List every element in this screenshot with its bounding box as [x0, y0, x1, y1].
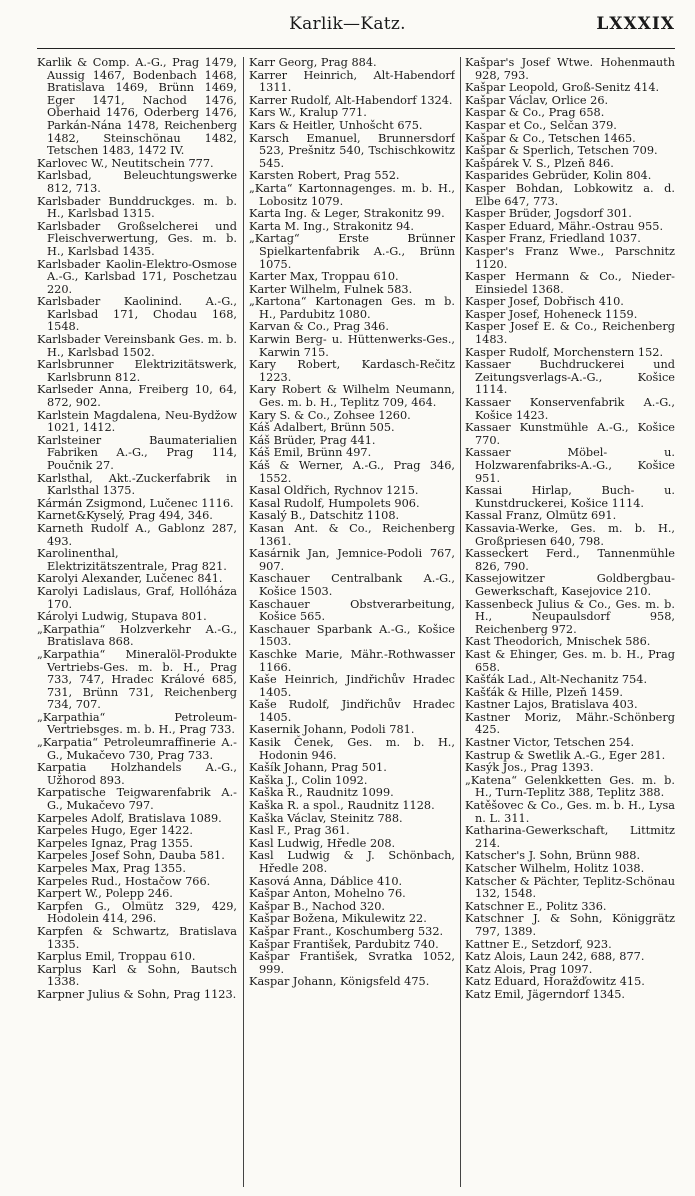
directory-entry: Katz Eduard, Horažďowitz 415. [465, 975, 645, 989]
directory-entry: Kary S. & Co., Zohsee 1260. [249, 408, 411, 422]
directory-entry: Kasper Brüder, Jogsdorf 301. [465, 207, 632, 221]
directory-entry: Kaspar et Co., Selčan 379. [465, 118, 617, 132]
page-number: LXXXIX [596, 14, 675, 34]
directory-entry: Kasal Oldřich, Rychnov 1215. [249, 484, 419, 498]
directory-entry: Kašpar Leopold, Groß-Senitz 414. [465, 81, 660, 95]
directory-entry: Kassenbeck Julius & Co., Ges. m. b. H., Neupaulsdorf 958, Reichenberg 972. [465, 597, 675, 636]
column-divider [460, 57, 461, 1187]
directory-entry: Karwin Berg- u. Hüttenwerks-Ges., Karwin 715. [249, 333, 455, 359]
directory-entry: Kassavia-Werke, Ges. m. b. H., Großpriesen 640, 798. [465, 521, 675, 548]
directory-entry: Kasl F., Prag 361. [249, 824, 350, 838]
directory-entry: Kaspar Johann, Königsfeld 475. [249, 975, 430, 989]
directory-entry: Karlsbader Kaolin-Elektro-Osmose A.-G., Karlsbad 171, Poschetzau 220. [37, 257, 237, 296]
directory-entry: Karvan & Co., Prag 346. [249, 320, 389, 334]
directory-entry: Karpatia Holzhandels A.-G., Užhorod 893. [37, 761, 237, 787]
directory-entry: Karter Wilhelm, Fulnek 583. [249, 282, 413, 296]
directory-entry: Kaška J., Colin 1092. [249, 773, 368, 787]
directory-entry: Kast & Ehinger, Ges. m. b. H., Prag 658. [465, 647, 675, 674]
directory-entry: Karplus Karl & Sohn, Bautsch 1338. [37, 962, 237, 989]
directory-entry: „Katena“ Gelenkketten Ges. m. b. H., Turn-Teplitz 388, Teplitz 388. [465, 773, 675, 800]
directory-entry: Karolyi Ladislaus, Graf, Hollóháza 170. [37, 584, 237, 611]
directory-entry: Karlsbader Bunddruckges. m. b. H., Karlsbad 1315. [37, 194, 237, 221]
directory-entry: Kaška Václav, Steinitz 788. [249, 811, 403, 825]
directory-entry: Karlsbader Großselcherei und Fleischverwertung, Ges. m. b. H., Karlsbad 1435. [37, 219, 237, 258]
directory-entry: Karlsteiner Baumaterialien Fabriken A.-G., Prag 114, Poučnik 27. [37, 433, 237, 472]
directory-entry: Karr Georg, Prag 884. [249, 57, 377, 69]
directory-entry: Kasparides Gebrüder, Kolin 804. [465, 169, 652, 183]
directory-entry: Kastrup & Swetlik A.-G., Eger 281. [465, 748, 666, 762]
directory-entry: Kasper Bohdan, Lobkowitz a. d. Elbe 647, 773. [465, 181, 675, 208]
directory-entry: Kašpar František, Svratka 1052, 999. [249, 950, 455, 976]
directory-entry: „Karta“ Kartonnagenges. m. b. H., Lobositz 1079. [249, 181, 455, 208]
directory-entry: Karter Max, Troppau 610. [249, 270, 399, 284]
directory-entry: Karnet&Kyselý, Prag 494, 346. [37, 509, 213, 523]
directory-entry: Katscher Wilhelm, Holitz 1038. [465, 862, 645, 875]
directory-entry: Kasal Rudolf, Humpolets 906. [249, 496, 420, 510]
directory-entry: Kašpar Václav, Orlice 26. [465, 93, 609, 107]
directory-entry: „Karpathia“ Holzverkehr A.-G., Bratislava 868. [37, 622, 237, 649]
directory-entry: Karlseder Anna, Freiberg 10, 64, 872, 902. [37, 383, 237, 410]
directory-entry: Karpfen & Schwartz, Bratislava 1335. [37, 924, 237, 951]
directory-entry: Katz Alois, Prag 1097. [465, 962, 593, 976]
directory-entry: „Kartag“ Erste Brünner Spielkartenfabrik A.-G., Brünn 1075. [249, 232, 455, 271]
directory-entry: Kattner E., Setzdorf, 923. [465, 937, 612, 951]
directory-entry: Karpert W., Polepp 246. [37, 887, 173, 901]
directory-entry: Kasan Ant. & Co., Reichenberg 1361. [249, 521, 455, 548]
directory-entry: Kašpar Frant., Koschumberg 532. [249, 924, 444, 938]
directory-entry: Kary Robert & Wilhelm Neumann, Ges. m. b. H., Teplitz 709, 464. [249, 383, 455, 410]
directory-entry: Kaše Rudolf, Jindřichův Hradec 1405. [249, 698, 455, 724]
directory-entry: Kasper's Franz Wwe., Parschnitz 1120. [465, 244, 675, 271]
directory-entry: Karlsthal, Akt.-Zuckerfabrik in Karlsthal 1375. [37, 471, 237, 498]
directory-entry: Kasl Ludwig, Hředle 208. [249, 836, 396, 850]
directory-entry: Karpatische Teigwarenfabrik A.-G., Mukačevo 797. [37, 786, 237, 813]
directory-entry: Karlsbrunner Elektrizitätswerk, Karlsbrunn 812. [37, 358, 237, 384]
directory-entry: Kastner Moriz, Mähr.-Schönberg 425. [465, 710, 675, 737]
directory-entry: Karta M. Ing., Strakonitz 94. [249, 219, 414, 233]
directory-entry: Karplus Emil, Troppau 610. [37, 950, 196, 964]
directory-entry: Karlsbad, Beleuchtungswerke 812, 713. [37, 169, 237, 195]
directory-entry: Kašpar's Josef Wtwe. Hohenmauth 928, 793. [465, 57, 675, 82]
column-3 [465, 57, 675, 1187]
directory-entry: Káš & Werner, A.-G., Prag 346, 1552. [249, 459, 455, 485]
directory-entry: Kaspar & Co., Prag 658. [465, 106, 605, 120]
page-title: Karlik—Katz. [289, 14, 406, 34]
directory-entry: Kasper Franz, Friedland 1037. [465, 232, 641, 246]
directory-entry: Kašpar Anton, Mohelno 76. [249, 887, 406, 901]
directory-entry: Kaschauer Sparbank A.-G., Košice 1503. [249, 622, 455, 649]
directory-entry: Kasper Rudolf, Morchenstern 152. [465, 345, 664, 359]
directory-entry: Karpeles Hugo, Eger 1422. [37, 824, 194, 838]
directory-entry: Kasper Josef E. & Co., Reichenberg 1483. [465, 320, 675, 347]
directory-entry: Katz Emil, Jägerndorf 1345. [465, 987, 626, 1001]
directory-entry: Káš Brüder, Prag 441. [249, 433, 376, 447]
directory-entry: Kasseckert Ferd., Tannenmühle 826, 790. [465, 547, 675, 573]
directory-entry: Karpner Julius & Sohn, Prag 1123. [37, 987, 237, 1001]
directory-entry: Karlsbader Vereinsbank Ges. m. b. H., Karlsbad 1502. [37, 333, 237, 359]
directory-entry: Kašťák Lad., Alt-Nechanitz 754. [465, 673, 648, 687]
directory-entry: Kaschke Marie, Mähr.-Rothwasser 1166. [249, 647, 455, 674]
directory-entry: Kasik Čenek, Ges. m. b. H., Hodonin 946. [249, 736, 455, 762]
directory-columns [37, 57, 675, 1187]
directory-entry: Kaška R. a spol., Raudnitz 1128. [249, 799, 435, 813]
directory-entry: Kármán Zsigmond, Lučenec 1116. [37, 496, 234, 510]
directory-entry: „Kartona“ Kartonagen Ges. m b. H., Pardubitz 1080. [249, 295, 455, 321]
directory-entry: Kassal Franz, Olmütz 691. [465, 509, 617, 523]
directory-entry: Kars W., Kralup 771. [249, 106, 367, 120]
directory-entry: Karpeles Max, Prag 1355. [37, 862, 186, 875]
directory-entry: Kašpárek V. S., Plzeň 846. [465, 156, 614, 170]
directory-entry: Kaschauer Obstverarbeitung, Košice 565. [249, 597, 455, 624]
directory-entry: Karlik & Comp. A.-G., Prag 1479, Aussig 1467, Bodenbach 1468, Bratislava 1469, Brünn 1469, Eger 1471, Nachod 1476, Oberhaid 1476, Oderberg 1476, Parkán-Nána 1478, Reichenberg 1482, Steinschönau 1482, Tetschen 1483, 1472 IV. [37, 57, 237, 158]
directory-entry: Karsch Emanuel, Brunnersdorf 523, Prešnitz 540, Tschischkowitz 545. [249, 131, 455, 170]
directory-entry: Karlsbader Kaolinind. A.-G., Karlsbad 171, Chodau 168, 1548. [37, 295, 237, 334]
directory-entry: Karlovec W., Neutitschein 777. [37, 156, 214, 170]
directory-entry: Kasl Ludwig & J. Schönbach, Hředle 208. [249, 849, 455, 875]
directory-entry: Kassaer Buchdruckerei und Zeitungsverlags-A.-G., Košice 1114. [465, 358, 675, 397]
directory-entry: „Karpathia“ Mineralöl-Produkte Vertriebs-Ges. m. b. H., Prag 733, 747, Hradec Králové 685, 731, Brünn 731, Reichenberg 734, 707. [37, 647, 237, 712]
directory-entry: Karolinenthal, Elektrizitätszentrale, Prag 821. [37, 547, 227, 573]
directory-entry: Kary Robert, Kardasch-Rečitz 1223. [249, 358, 455, 384]
directory-entry: Kasárnik Jan, Jemnice-Podoli 767, 907. [249, 547, 455, 573]
directory-entry: Kassai Hirlap, Buch- u. Kunstdruckerei, Košice 1114. [465, 484, 675, 510]
directory-entry: Kaše Heinrich, Jindřichův Hradec 1405. [249, 673, 455, 699]
directory-entry: Károlyi Ludwig, Stupava 801. [37, 610, 207, 624]
directory-entry: Kasper Eduard, Mähr.-Ostrau 955. [465, 219, 664, 233]
directory-entry: „Karpatia“ Petroleumraffinerie A.-G., Mukačevo 730, Prag 733. [37, 736, 237, 762]
page-header [0, 0, 695, 44]
directory-entry: Kasper Josef, Dobřisch 410. [465, 295, 624, 309]
directory-entry: Karpeles Rud., Hostačow 766. [37, 874, 211, 888]
directory-entry: Katschner E., Politz 336. [465, 899, 607, 913]
directory-entry: Karpeles Josef Sohn, Dauba 581. [37, 849, 225, 863]
directory-entry: Katscher & Pächter, Teplitz-Schönau 132, 1548. [465, 874, 675, 901]
directory-entry: Karsten Robert, Prag 552. [249, 169, 400, 183]
directory-entry: Karpeles Adolf, Bratislava 1089. [37, 811, 222, 825]
directory-entry: Kasová Anna, Dáblice 410. [249, 874, 403, 888]
directory-entry: „Karpathia“ Petroleum-Vertriebsges. m. b. H., Prag 733. [37, 710, 237, 737]
directory-entry: Karlstein Magdalena, Neu-Bydžow 1021, 1412. [37, 408, 237, 435]
directory-entry: Kašpar František, Pardubitz 740. [249, 937, 439, 951]
directory-entry: Kastner Victor, Tetschen 254. [465, 736, 635, 750]
directory-entry: Kasper Josef, Hoheneck 1159. [465, 307, 638, 321]
column-divider [243, 57, 244, 1187]
directory-entry: Kasper Hermann & Co., Nieder-Einsiedel 1368. [465, 270, 675, 296]
directory-entry: Kašpar Božena, Mikulewitz 22. [249, 912, 427, 926]
column-2 [249, 57, 455, 1187]
directory-entry: Kassejowitzer Goldbergbau-Gewerkschaft, Kasejovice 210. [465, 572, 675, 598]
directory-entry: Katharina-Gewerkschaft, Littmitz 214. [465, 824, 675, 850]
directory-entry: Kasernik Johann, Podoli 781. [249, 723, 415, 737]
directory-entry: Kašpar & Co., Tetschen 1465. [465, 131, 636, 145]
directory-entry: Kasýk Jos., Prag 1393. [465, 761, 594, 775]
directory-entry: Katěšovec & Co., Ges. m. b. H., Lysa n. L. 311. [465, 799, 675, 825]
directory-entry: Kassaer Konservenfabrik A.-G., Košice 1423. [465, 396, 675, 422]
directory-entry: Karolyi Alexander, Lučenec 841. [37, 572, 223, 586]
header-rule [37, 48, 675, 49]
directory-entry: Kast Theodorich, Mnischek 586. [465, 635, 651, 649]
directory-entry: Katschner J. & Sohn, Königgrätz 797, 1389. [465, 912, 675, 938]
directory-entry: Kašťák & Hille, Plzeň 1459. [465, 685, 623, 699]
directory-entry: Karrer Heinrich, Alt-Habendorf 1311. [249, 68, 455, 95]
directory-entry: Káš Emil, Brünn 497. [249, 446, 372, 460]
directory-entry: Karrer Rudolf, Alt-Habendorf 1324. [249, 93, 453, 107]
directory-entry: Karpfen G., Olmütz 329, 429, Hodolein 414, 296. [37, 899, 237, 926]
directory-entry: Kašpar & Sperlich, Tetschen 709. [465, 144, 658, 158]
directory-entry: Kašpar B., Nachod 320. [249, 899, 386, 913]
directory-entry: Katz Alois, Laun 242, 688, 877. [465, 950, 645, 964]
directory-entry: Karpeles Ignaz, Prag 1355. [37, 836, 193, 850]
directory-entry: Kašík Johann, Prag 501. [249, 761, 387, 775]
directory-entry: Kassaer Möbel- u. Holzwarenfabriks-A.-G., Košice 951. [465, 446, 675, 485]
directory-entry: Kars & Heitler, Unhošcht 675. [249, 118, 423, 132]
directory-entry: Kassaer Kunstmühle A.-G., Košice 770. [465, 421, 675, 447]
directory-entry: Karta Ing. & Leger, Strakonitz 99. [249, 207, 445, 221]
column-1 [37, 57, 237, 1187]
directory-entry: Kasalý B., Datschitz 1108. [249, 509, 400, 523]
directory-entry: Kaschauer Centralbank A.-G., Košice 1503. [249, 572, 455, 598]
directory-entry: Kastner Lajos, Bratislava 403. [465, 698, 638, 712]
directory-entry: Káš Adalbert, Brünn 505. [249, 421, 395, 435]
directory-entry: Kaška R., Raudnitz 1099. [249, 786, 394, 800]
directory-entry: Katscher's J. Sohn, Brünn 988. [465, 849, 641, 863]
directory-entry: Karneth Rudolf A., Gablonz 287, 493. [37, 521, 237, 548]
